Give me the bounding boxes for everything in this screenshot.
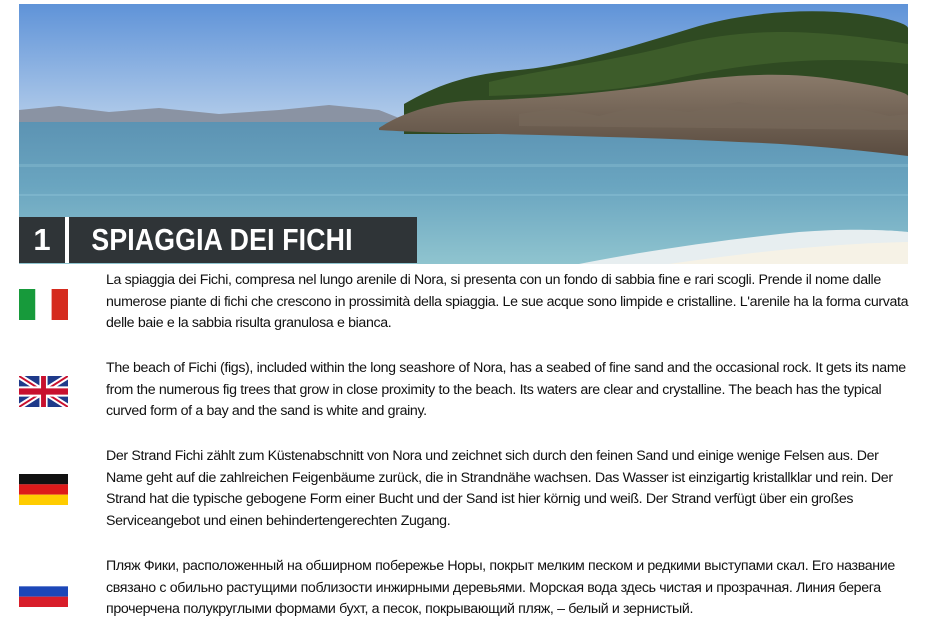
entry-number: 1 (33, 222, 51, 257)
germany-flag-icon (19, 474, 68, 505)
title-bar (19, 217, 417, 263)
description-italian: La spiaggia dei Fichi, compresa nel lungo arenile di Nora, si presenta con un fondo di sabbia fine e rari scogli. Prende il nome dalle numerose piante di fichi che crescono in prossimità della spiaggia. Le sue acque sono limpide e cristalline. L'arenile ha la forma curvata delle baie e la sabbia risulta granulosa e bianca. (106, 272, 909, 332)
description-german: Der Strand Fichi zählt zum Küstenabschnitt von Nora und zeichnet sich durch den feinen Sand und einige wenige Felsen aus. Der Name geht auf die zahlreichen Feigenbäume zurück, die in Strandnähe wachsen. Das Wasser ist einzigartig kristallklar und rein. Der Strand hat die typische gebogene Form einer Bucht und der Sand ist hier körnig und weiß. Der Strand verfügt über ein großes Serviceangebot und einen behindertengerechten Zugang. (106, 448, 893, 529)
uk-flag-icon (19, 376, 68, 407)
italy-flag-icon (19, 289, 68, 320)
russia-flag-icon (19, 576, 68, 607)
description-english: The beach of Fichi (figs), included within the long seashore of Nora, has a seabed of fine sand and the occasional rock. It gets its name from the numerous fig trees that grow in close proximity to the beach. Its waters are clear and crystalline. The beach has the typical curved form of a bay and the sand is white and grainy. (106, 360, 906, 420)
description-russian: Пляж Фики, расположенный на обширном побережье Норы, покрыт мелким песком и редкими выступами скал. Его название связано с обильно растущими поблизости инжирными деревьями. Морская вода здесь чистая и прозрачная. Линия берега прочерчена полукруглыми формами бухт, а песок, покрывающий пляж, – белый и зернистый. (106, 558, 895, 618)
page-title: SPIAGGIA DEI FICHI (91, 222, 353, 257)
